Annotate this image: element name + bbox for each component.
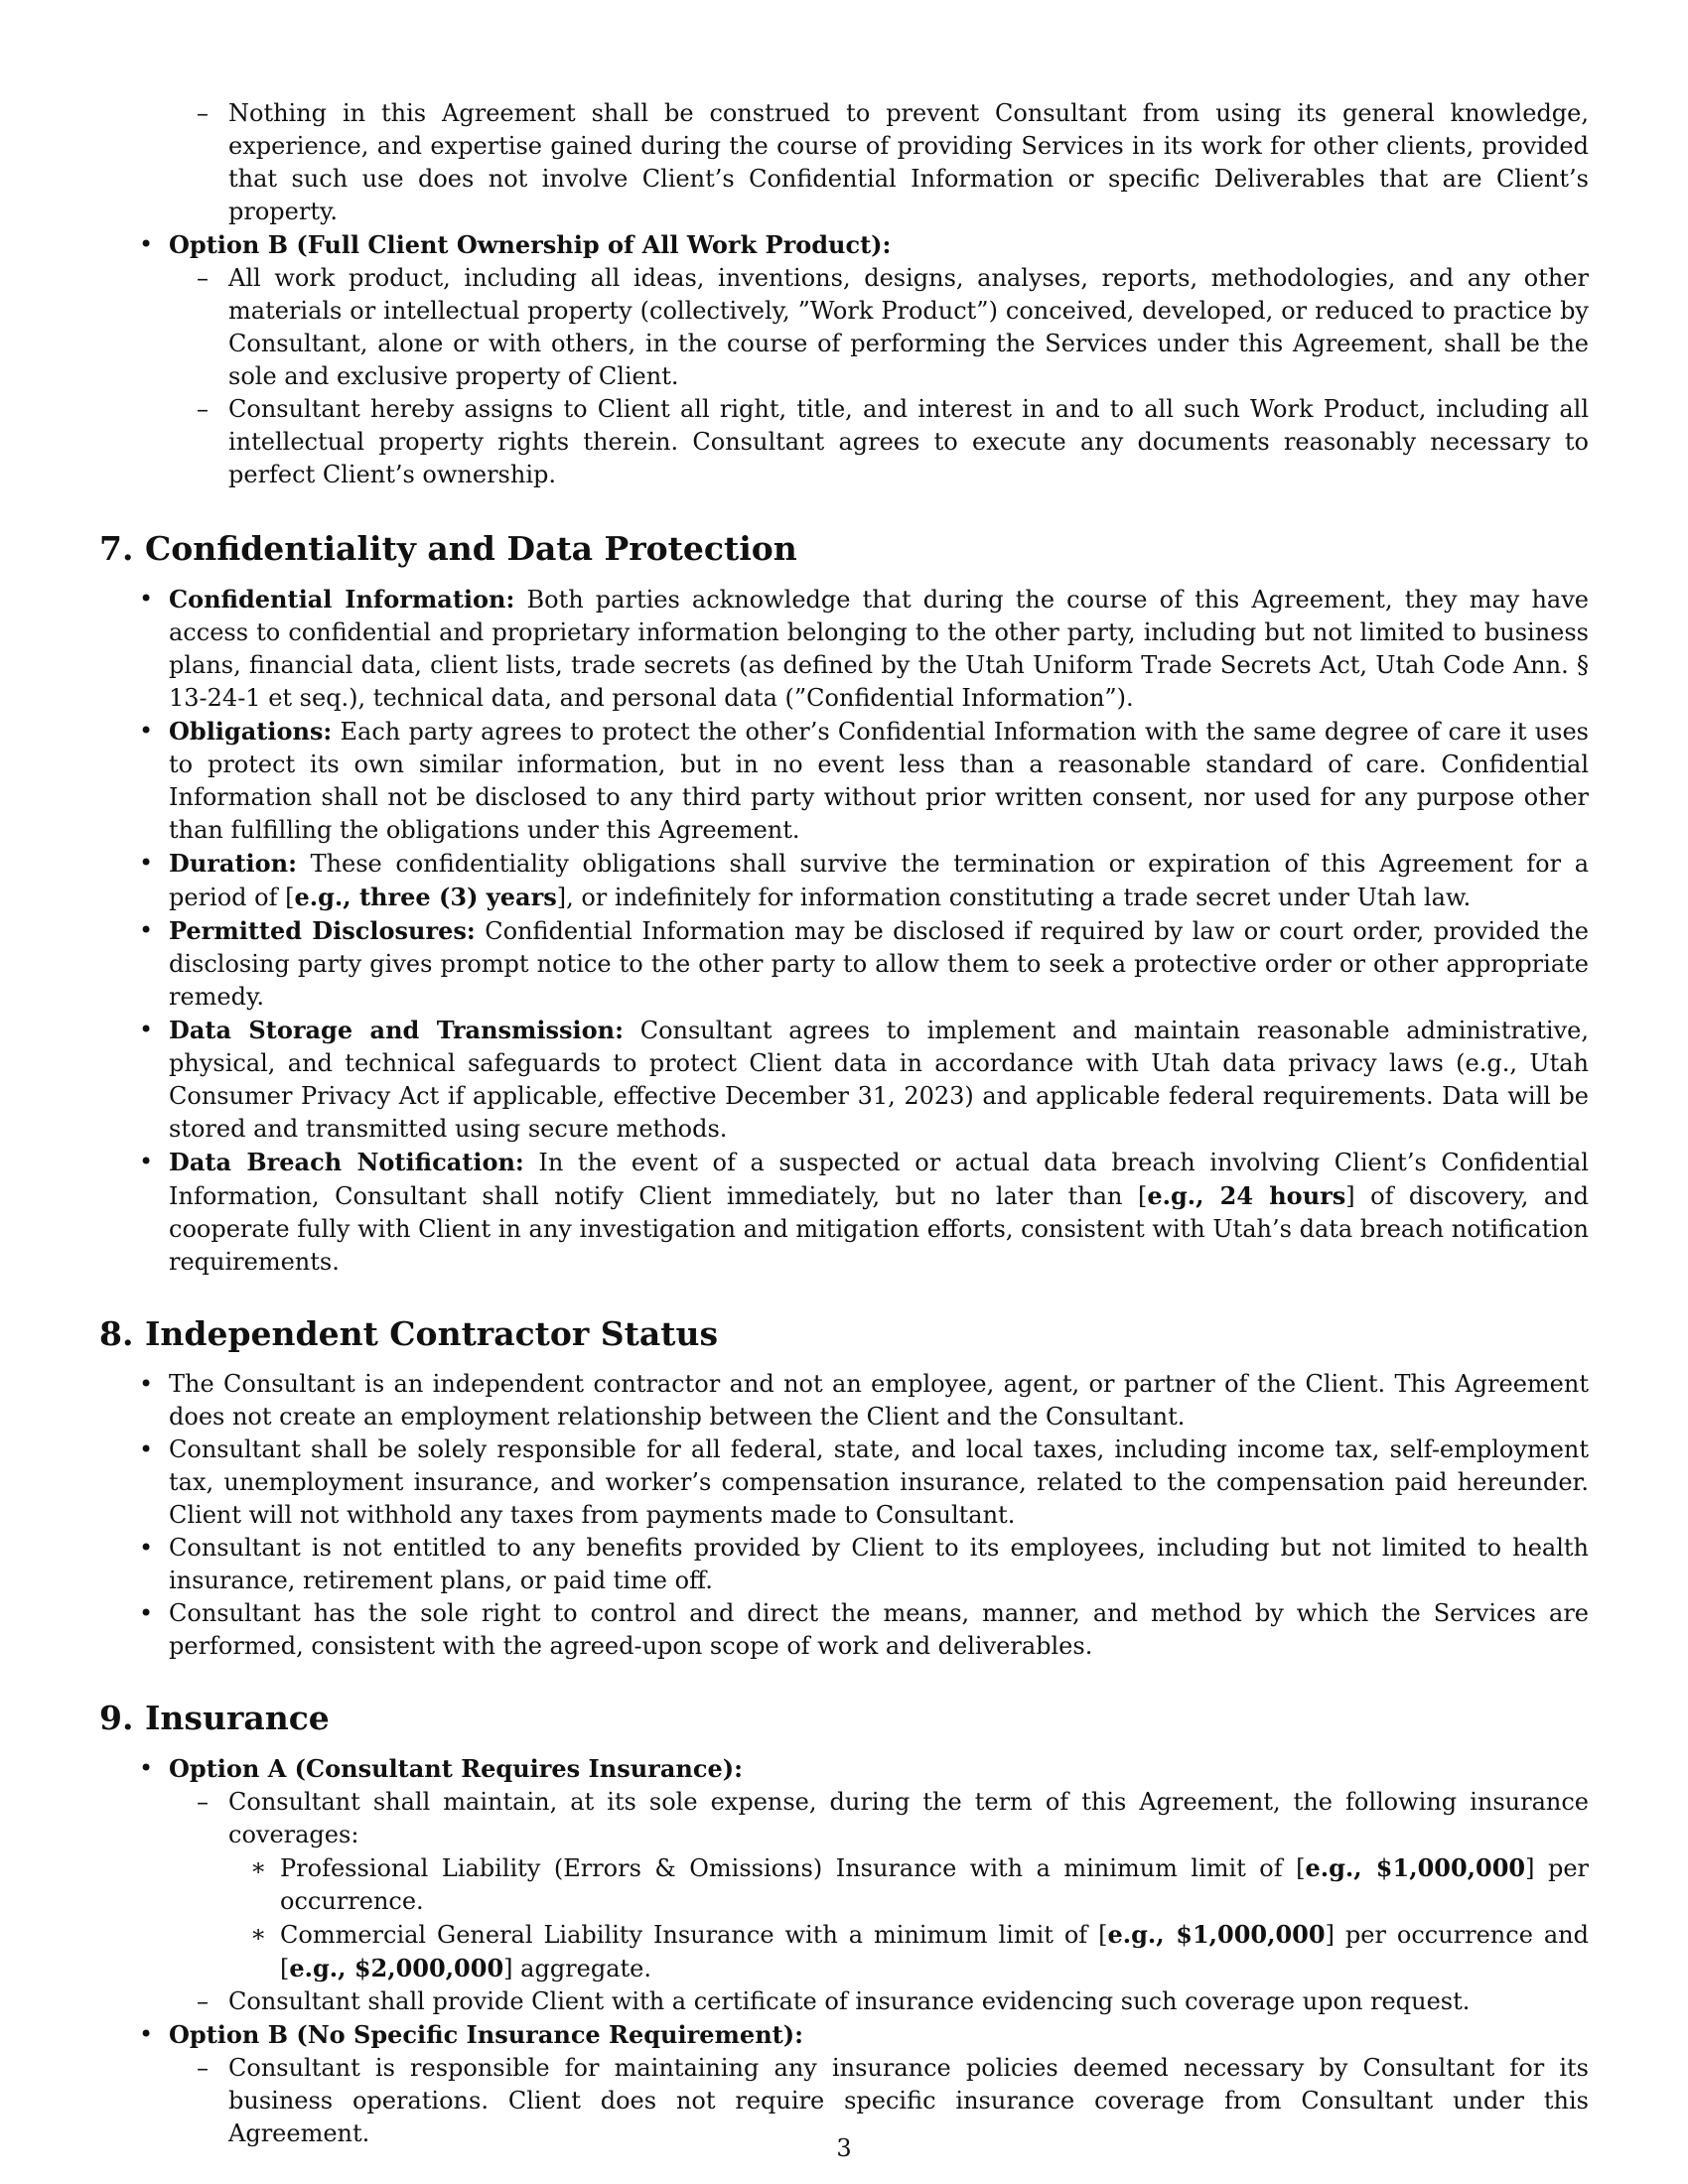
list-item: • Consultant is not entitled to any benefits provided by Client to its employees, including but not limited to health insurance, retirement plans, or paid time off.	[99, 1532, 1589, 1597]
option-label: Option B (No Specific Insurance Requirement):	[169, 2020, 803, 2049]
list-item	[99, 1752, 1589, 2018]
list-item: – All work product, including all ideas, inventions, designs, analyses, reports, methodologies, and any other materials or intellectual property (collectively, ”Work Product”) conceived, developed, or reduced to practice by Consultant, alone or with others, in the course of performing the Services under this Agreement, shall be the sole and exclusive property of Client.	[169, 262, 1589, 393]
list-item	[99, 2018, 1589, 2150]
list-item: – Consultant hereby assigns to Client all right, title, and interest in and to all such Work Product, including all intellectual property rights therein. Consultant agrees to execute any documents reasonably necessary to perfect Client’s ownership.	[169, 393, 1589, 491]
list-item: – Nothing in this Agreement shall be construed to prevent Consultant from using its general knowledge, experience, and expertise gained during the course of providing Services in its work for other clients, provided that such use does not involve Client’s Confidential Information or specific Deliverables that are Client’s property.	[99, 97, 1589, 228]
list-item: • The Consultant is an independent contractor and not an employee, agent, or partner of the Client. This Agreement does not create an employment relationship between the Client and the Consultant.	[99, 1368, 1589, 1433]
list-item: – Consultant shall provide Client with a certificate of insurance evidencing such coverage upon request.	[169, 1985, 1589, 2018]
list-item: • Permitted Disclosures: Confidential Information may be disclosed if required by law or court order, provided the disclosing party gives prompt notice to the other party to allow them to seek a protective order or other appropriate remedy.	[99, 914, 1589, 1014]
list-item: • Duration: These confidentiality obligations shall survive the termination or expiration of this Agreement for a period of [e.g., three (3) years], or indefinitely for information constituting a trade secret under Utah law.	[99, 847, 1589, 914]
page-number: 3	[836, 2134, 852, 2162]
option-label: Option A (Consultant Requires Insurance):	[169, 1754, 743, 1783]
document-body	[99, 97, 1589, 2150]
section-6-continuation	[99, 97, 1589, 228]
list-item: ∗ Commercial General Liability Insurance with a minimum limit of [e.g., $1,000,000] per occurrence and [e.g., $2,000,000] aggregate.	[228, 1918, 1589, 1985]
section-7-list	[99, 583, 1589, 1279]
section-9-list	[99, 1752, 1589, 2150]
section-heading: 8. Independent Contractor Status	[99, 1314, 719, 1353]
section-8-list	[99, 1368, 1589, 1663]
list-item: ∗ Professional Liability (Errors & Omissions) Insurance with a minimum limit of [e.g., $1,000,000] per occurrence.	[228, 1851, 1589, 1918]
list-item: • Data Storage and Transmission: Consultant agrees to implement and maintain reasonable administrative, physical, and technical safeguards to protect Client data in accordance with Utah data privacy laws (e.g., Utah Consumer Privacy Act if applicable, effective December 31, 2023) and applicable federal requirements. Data will be stored and transmitted using secure methods.	[99, 1014, 1589, 1146]
list-item: – Consultant shall maintain, at its sole expense, during the term of this Agreement, the following insurance coverages: ∗ Professional Liability (Errors & Omissions) Insurance with a minimum limit of [e.g., $1,000,000] per occurrence. ∗ Commercial General Liability Insurance with a minimum limit of [e.g., $1,000,000] per occurrence and [e.g., $2,000,000] aggregate.	[169, 1786, 1589, 1985]
list-item: • Consultant shall be solely responsible for all federal, state, and local taxes, including income tax, self-employment tax, unemployment insurance, and worker’s compensation insurance, related to the compensation paid hereunder. Client will not withhold any taxes from payments made to Consultant.	[99, 1433, 1589, 1532]
sub-sub-list	[228, 1851, 1589, 1985]
section-heading: 7. Confidentiality and Data Protection	[99, 529, 797, 568]
section-heading: 9. Insurance	[99, 1699, 330, 1737]
sub-list	[169, 1786, 1589, 2018]
list-item: • Confidential Information: Both parties acknowledge that during the course of this Agreement, they may have access to confidential and proprietary information belonging to the other party, including but not limited to business plans, financial data, client lists, trade secrets (as defined by the Utah Uniform Trade Secrets Act, Utah Code Ann. § 13-24-1 et seq.), technical data, and personal data (”Confidential Information”).	[99, 583, 1589, 715]
list-item: • Data Breach Notification: In the event of a suspected or actual data breach involving Client’s Confidential Information, Consultant shall notify Client immediately, but no later than [e.g., 24 hours] of discovery, and cooperate fully with Client in any investigation and mitigation efforts, consistent with Utah’s data breach notification requirements.	[99, 1146, 1589, 1279]
list-item: – Consultant is responsible for maintaining any insurance policies deemed necessary by Consultant for its business operations. Client does not require specific insurance coverage from Consultant under this Agreement.	[169, 2052, 1589, 2150]
list-item: • Consultant has the sole right to control and direct the means, manner, and method by which the Services are performed, consistent with the agreed-upon scope of work and deliverables.	[99, 1597, 1589, 1663]
list-item	[99, 228, 1589, 491]
list-item: • Obligations: Each party agrees to protect the other’s Confidential Information with the same degree of care it uses to protect its own similar information, but in no event less than a reasonable standard of care. Confidential Information shall not be disclosed to any third party without prior written consent, nor used for any purpose other than fulfilling the obligations under this Agreement.	[99, 715, 1589, 847]
sub-list	[169, 262, 1589, 491]
option-label: Option B (Full Client Ownership of All Work Product):	[169, 230, 892, 259]
section-6-options	[99, 228, 1589, 491]
